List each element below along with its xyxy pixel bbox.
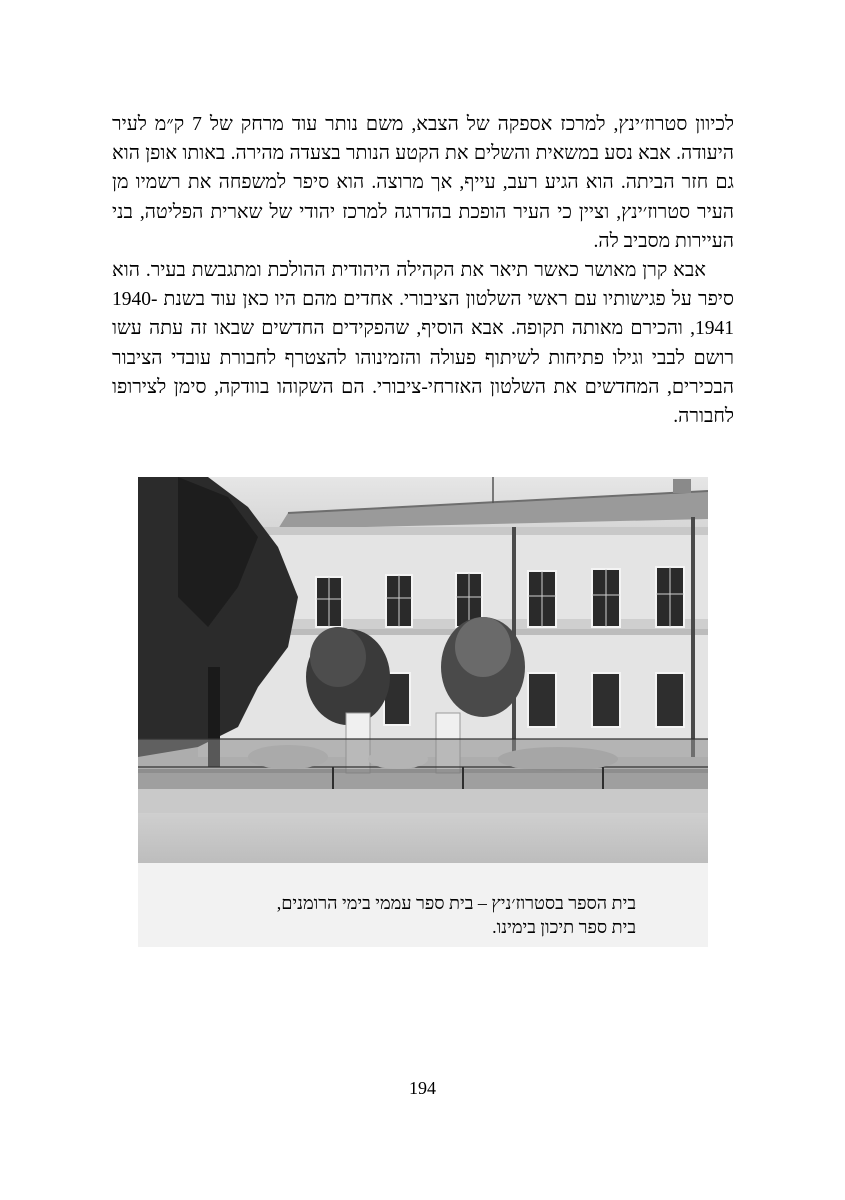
school-building-photo: [138, 477, 708, 863]
page-number: 194: [409, 1078, 436, 1098]
caption-line-1: בית הספר בסטרוז׳ניץ – בית ספר עממי בימי הרומנים,: [276, 893, 636, 913]
caption-line-2: בית ספר תיכון בימינו.: [492, 917, 636, 937]
paragraph-2: אבא קרן מאושר כאשר תיאר את הקהילה היהודית ההולכת ומתגבשת בעיר. הוא סיפר על פגישותיו עם ראשי השלטון הציבורי. אחדים מהם היו כאן עוד בשנת 1940-1941, והכירם מאותה תקופה. אבא הוסיף, שהפקידים החדשים שבאו זה עתה עשו רושם לבבי וגילו פתיחות לשיתוף פעולה והזמינוהו להצטרף לחבורת עובדי הציבור הבכירים, המחדשים את השלטון האזרחי-ציבורי. הם השקוהו בוודקה, סימן לצירופו לחבורה.: [112, 260, 734, 428]
photo-caption: [277, 891, 636, 939]
paragraph-1: לכיוון סטרוז׳ינץ, למרכז אספקה של הצבא, משם נותר עוד מרחק של 7 ק״מ לעיר היעודה. אבא נסע במשאית והשלים את הקטע הנותר בצעדה מהירה. באותו אופן הוא גם חזר הביתה. הוא הגיע רעב, עייף, אך מרוצה. הוא סיפר למשפחה את רשמיו מן העיר סטרוז׳ינץ, וציין כי העיר הופכת בהדרגה למרכז יהודי של שארית הפליטה, בני העיירות מסביב לה.: [112, 114, 734, 252]
body-text: [112, 110, 734, 431]
photo-caption-box: [138, 863, 708, 947]
